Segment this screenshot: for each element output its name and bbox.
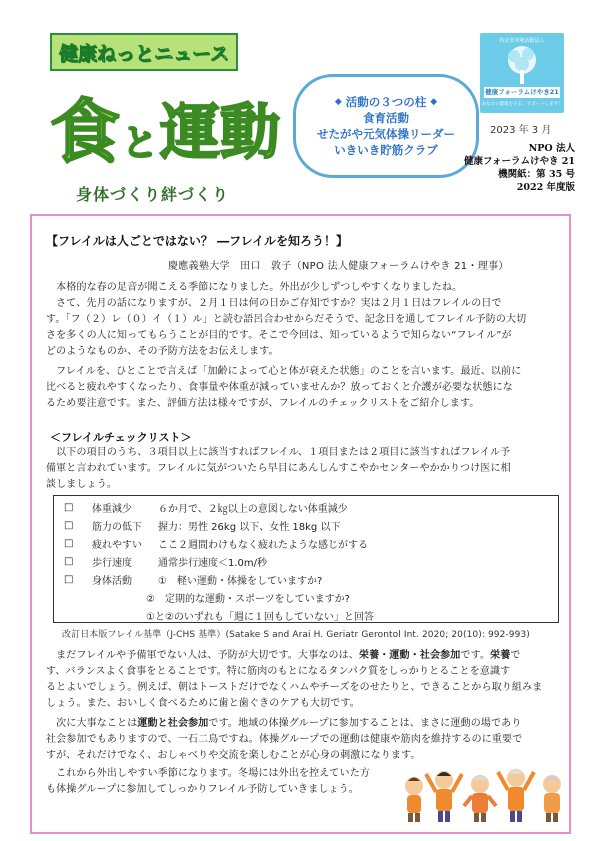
checklist-label: 筋力の低下 <box>92 521 142 533</box>
emphasis-text: 栄養 <box>490 650 511 661</box>
publisher-info <box>455 142 575 194</box>
closing-paragraph <box>46 766 396 798</box>
person-figure <box>464 775 496 822</box>
exercise-paragraph <box>46 716 560 764</box>
checkbox-icon: □ <box>64 573 74 585</box>
person-figure <box>405 777 423 822</box>
text-line <box>46 648 560 664</box>
text-line <box>46 716 560 732</box>
text-line: るため要注意です。また、評価方法は様々ですが、フレイルのチェックリストをご紹介します。 <box>46 398 480 409</box>
main-title <box>50 82 280 172</box>
logo-tagline: あなたの健康を守る、サポートします！ <box>481 102 563 107</box>
publisher-line: NPO 法人 <box>528 143 575 154</box>
organization-logo <box>480 33 564 113</box>
frailty-definition-paragraph <box>46 364 560 412</box>
text-segment: で <box>510 650 521 661</box>
article-author: 慶應義塾大学 田口 敦子（NPO 法人健康フォーラムけやき 21・理事） <box>168 261 509 272</box>
checklist-text: ここ２週間わけもなく疲れたような感じがする <box>158 539 368 551</box>
text-line: 比べると疲れやすくなったり、食事量や体重が減っていませんか？放っておくと介護が必要な状態にな <box>46 382 513 393</box>
text-line: 以下の項目のうち、３項目以上に該当すればフレイル、１項目または２項目に該当すればフレイル予 <box>46 447 511 458</box>
article-title: 【フレイルは人ごとではない？ ―フレイルを知ろう！】 <box>46 234 349 248</box>
publisher-line: 機関紙：第 35 号 <box>498 169 575 180</box>
prevention-paragraph <box>46 648 560 712</box>
checklist-intro-paragraph <box>46 445 560 493</box>
diamond-icon: ◆ <box>430 97 438 107</box>
text-line: これから外出しやすい季節になります。冬場には外出を控えていた方 <box>46 768 370 779</box>
checklist-subitem: ①と②のいずれも「週に１回もしていない」と回答 <box>146 611 374 623</box>
text-line: どのようなものか、その予防方法をお伝えします。 <box>46 346 279 357</box>
checklist-label: 体重減少 <box>92 503 132 515</box>
checkbox-icon: □ <box>64 555 74 567</box>
text-line: 社会参加でもありますので、一石二鳥ですね。体操グループでの運動は健康や筋肉を維持するのに重要で <box>46 734 523 745</box>
publisher-line: 健康フォーラムけやき 21 <box>464 156 575 167</box>
newsletter-badge <box>50 33 238 71</box>
checklist-text: ６か月で、２㎏以上の意図しない体重減少 <box>158 503 348 515</box>
checklist-label: 身体活動 <box>92 575 132 587</box>
intro-paragraph <box>46 280 560 360</box>
logo-top-text: 特定非営利活動法人 <box>499 38 545 44</box>
frailty-checklist <box>53 495 559 623</box>
person-figure <box>426 771 462 822</box>
text-line: す、バランスよく食事をとることです。特に筋肉のもとになるタンパク質をしっかりとることを意識す <box>46 666 511 677</box>
logo-name: 健康フォーラムけやき21 <box>485 88 559 96</box>
checklist-subitem: ② 定期的な運動・スポーツをしていますか? <box>146 593 350 605</box>
citation: 改訂日本版フレイル基準（J-CHS 基準）(Satake S and Arai H. Geriatr Gerontol Int. 2020; 20(10): 992-993) <box>62 630 530 640</box>
main-title-undo: 運動 <box>160 98 281 168</box>
pillar-item: せたがや元気体操リーダー <box>317 127 455 141</box>
text-line: す。「フ（２）レ（０）イ（１）ル」と読む語呂合わせからだそうで、記念日を通してフレイル予防の大切 <box>46 314 527 325</box>
newsletter-badge-text: 健康ねっとニュース <box>58 42 230 65</box>
text-line: フレイルを、ひとことで言えば「加齢によって心と体が衰えた状態」のことを言います。最近、以前に <box>46 366 522 377</box>
activity-pillars-box <box>293 74 479 178</box>
text-line: も体操グループに参加してしっかりフレイル予防していきましょう。 <box>46 784 359 795</box>
pillars-heading: 活動の３つの柱 <box>345 95 427 109</box>
pillar-item: いきいき貯筋クラブ <box>334 143 438 157</box>
text-segment: です。 <box>460 650 491 661</box>
text-line: るとよいでしょう。例えば、朝はトーストだけでなくハムやチーズをのせたりと、できることから取り組みま <box>46 682 543 693</box>
text-line: 談しましょう。 <box>46 479 118 490</box>
exercise-people-illustration <box>400 762 570 824</box>
checklist-row <box>64 570 322 588</box>
checkbox-icon: □ <box>64 537 74 549</box>
checklist-row <box>64 498 348 516</box>
text-line: さて、先月の話になりますが、２月１日は何の日かご存知ですか？実は２月１日はフレイルの日で <box>46 298 502 309</box>
issue-date: 2023 年 3 月 <box>490 125 552 136</box>
checklist-row <box>64 534 368 552</box>
checkbox-icon: □ <box>64 501 74 513</box>
checklist-label: 歩行速度 <box>92 557 132 569</box>
tree-icon <box>496 44 548 86</box>
text-line: さを多くの人に知ってもらうことが目的です。そこで今回は、知っているようで知らない“フレイル”が <box>46 330 512 341</box>
text-line: 備軍と言われています。フレイルに気がついたら早目にあんしんすこやかセンターやかかりつけ医に相 <box>46 463 511 474</box>
subtitle: 身体づくり絆づくり <box>76 185 230 204</box>
pillar-item: 食育活動 <box>363 111 409 125</box>
person-figure <box>543 775 561 822</box>
checklist-row <box>64 516 340 534</box>
checkbox-icon: □ <box>64 519 74 531</box>
text-line: しょう。また、おいしく食べるために歯と歯ぐきのケアも大切です。 <box>46 698 360 709</box>
checklist-text: 通常歩行速度＜1.0m/秒 <box>158 557 268 569</box>
pillars-heading-row <box>335 94 437 110</box>
checklist-text: ① 軽い運動・体操をしていますか? <box>158 575 323 587</box>
text-line: すが、それだけでなく、おしゃべりや交流を楽しむことが心身の刺激になります。 <box>46 750 421 761</box>
diamond-icon: ◆ <box>334 97 342 107</box>
text-line: 本格的な春の足音が聞こえる季節になりました。外出が少しずつしやすくなりましたね。 <box>46 282 463 293</box>
emphasis-text: 運動と社会参加 <box>137 718 209 729</box>
text-segment: です。地域の体操グループに参加することは、まさに運動の場であり <box>208 718 522 729</box>
checklist-label: 疲れやすい <box>92 539 142 551</box>
text-segment: まだフレイルや予備軍でない人は、予防が大切です。大事なのは、 <box>46 650 359 661</box>
emphasis-text: 栄養・運動・社会参加 <box>358 650 461 661</box>
checklist-row <box>64 552 267 570</box>
main-title-shoku: 食 <box>50 91 120 173</box>
checklist-text: 握力：男性 26kg 以下、女性 18kg 以下 <box>158 521 341 533</box>
checklist-heading: ＜フレイルチェックリスト＞ <box>50 431 192 444</box>
main-title-to: と <box>122 123 159 164</box>
publisher-line: 2022 年度版 <box>516 182 575 193</box>
text-segment: 次に大事なことは <box>46 718 138 729</box>
person-figure <box>498 769 534 822</box>
